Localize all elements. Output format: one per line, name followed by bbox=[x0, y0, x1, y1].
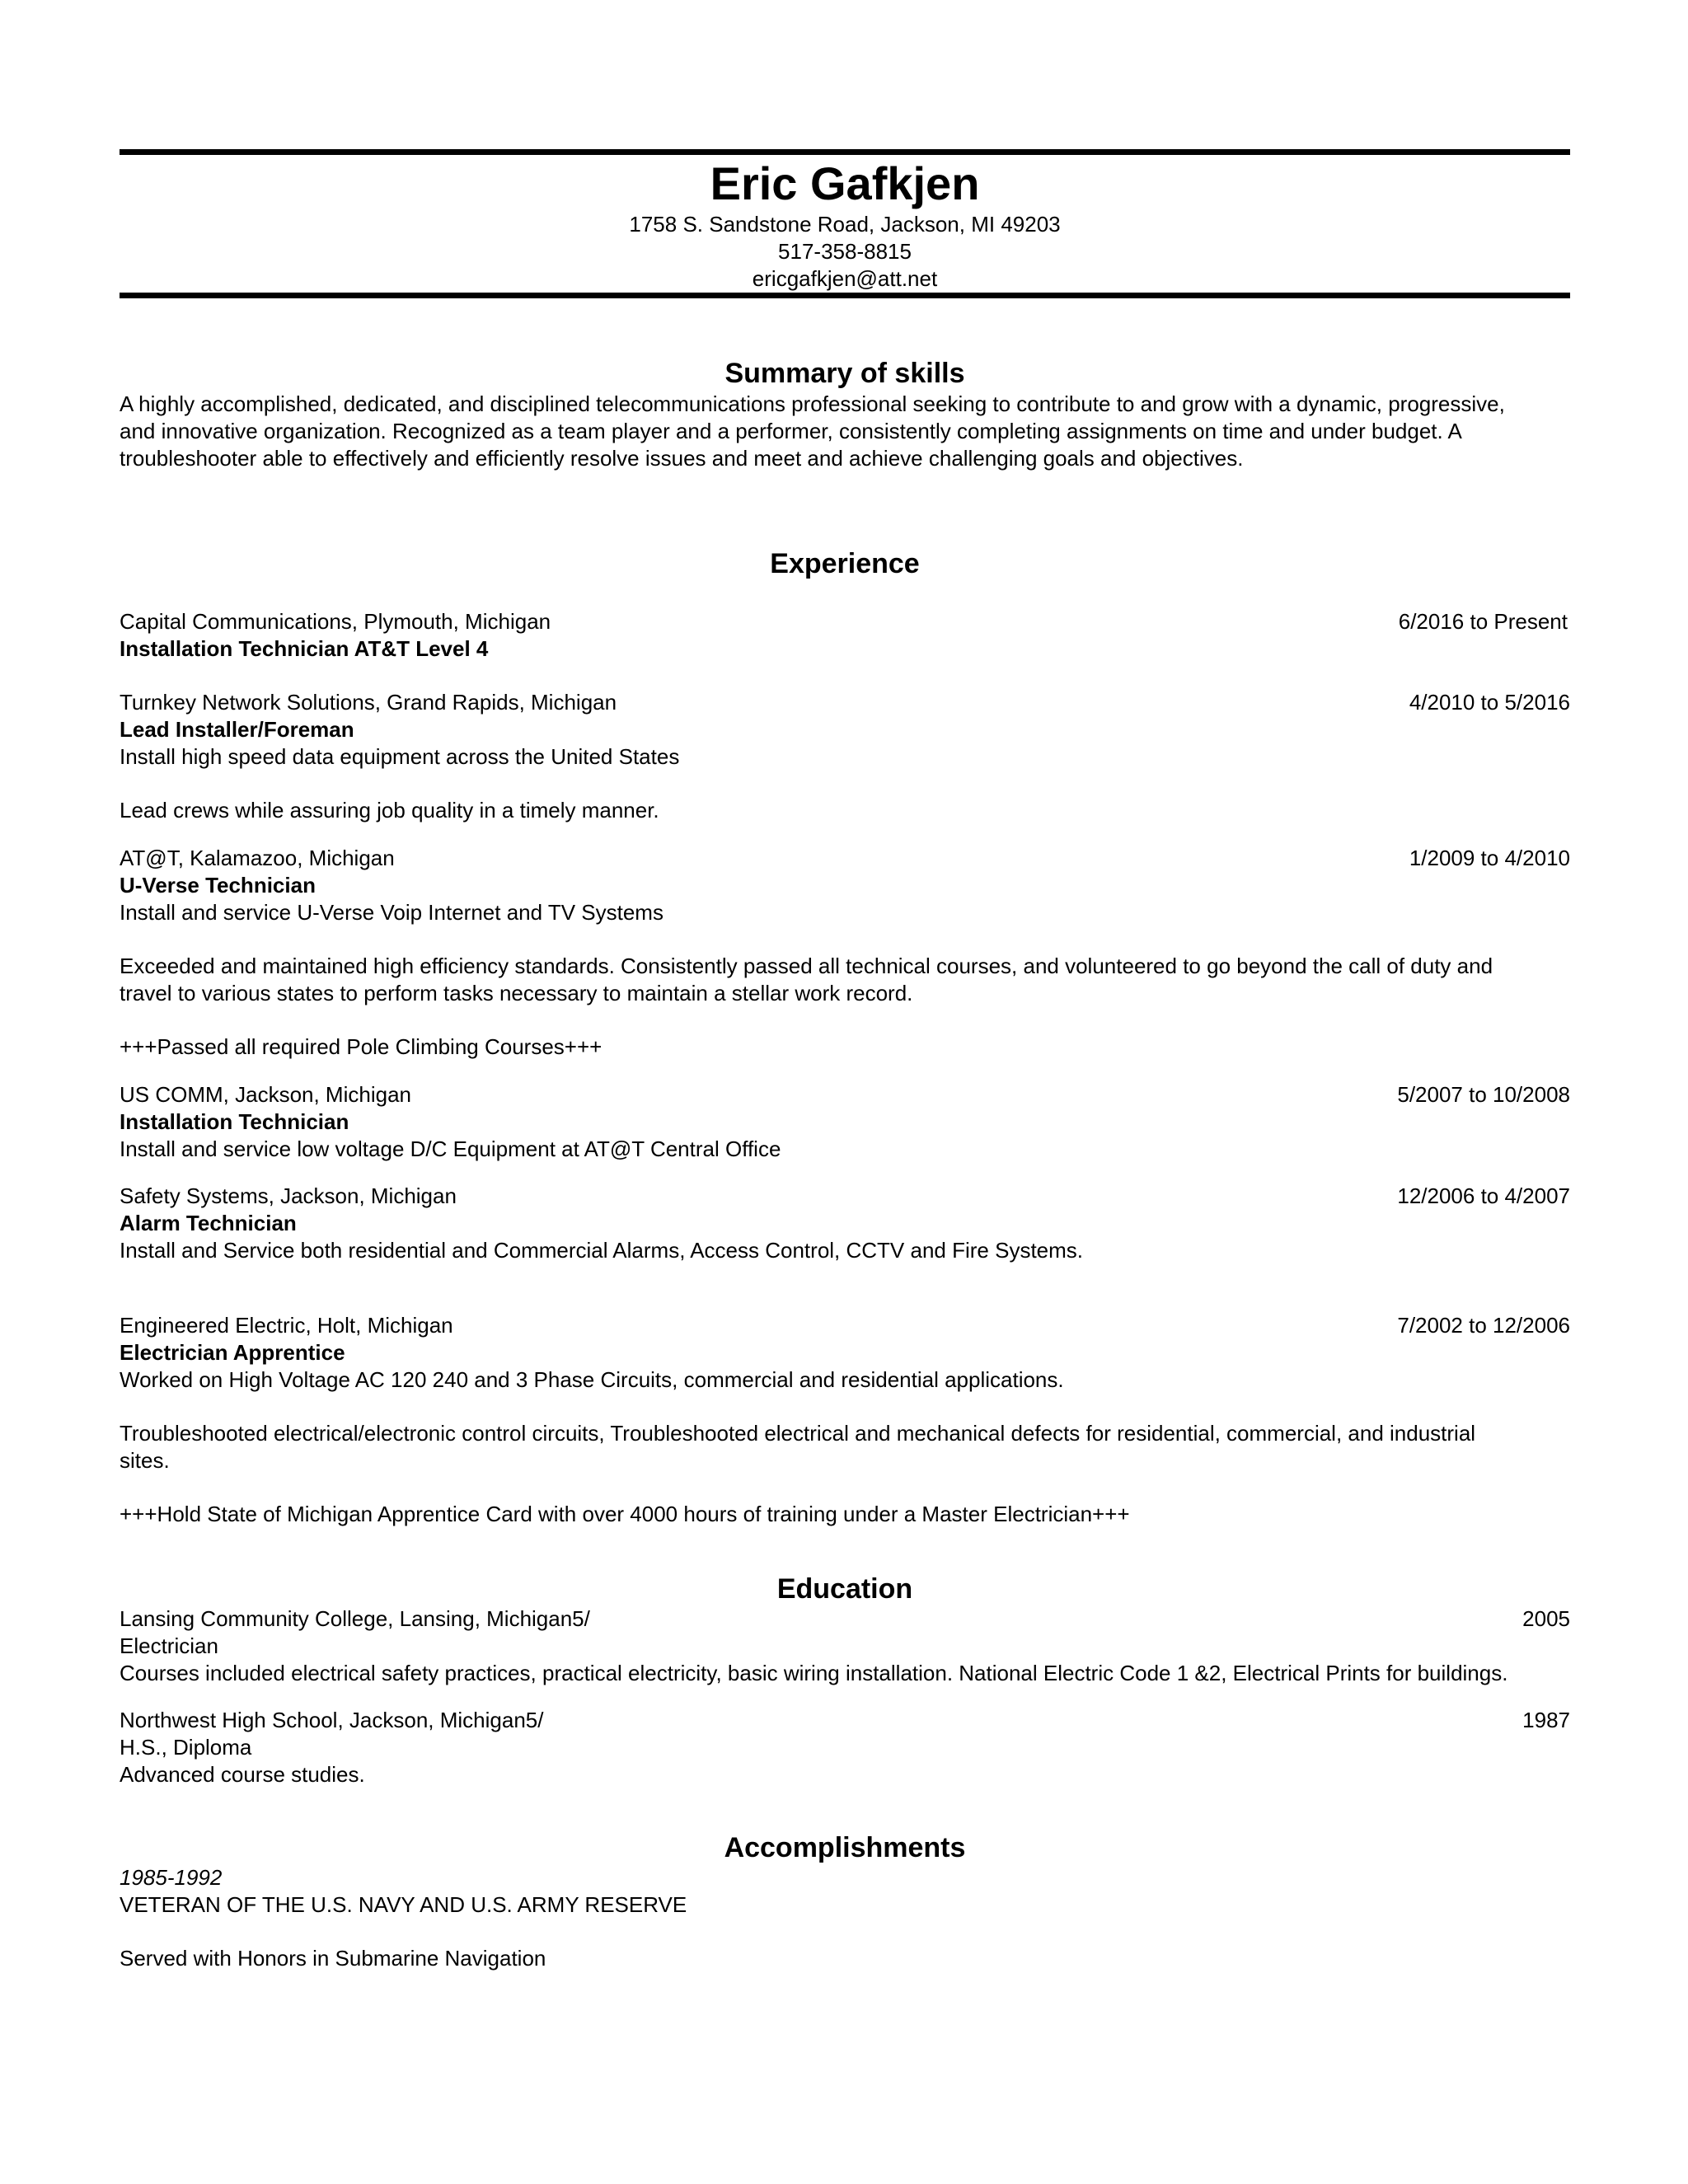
email: ericgafkjen@att.net bbox=[752, 266, 938, 291]
phone: 517-358-8815 bbox=[778, 239, 912, 264]
job-title: Electrician Apprentice bbox=[120, 1340, 345, 1365]
school-year: 2005 bbox=[1522, 1606, 1570, 1631]
header-top-rule bbox=[120, 149, 1570, 155]
job-header bbox=[120, 1081, 1570, 1108]
school-header bbox=[120, 1605, 1570, 1633]
school-program: Electrician bbox=[120, 1633, 218, 1658]
job-dates: 5/2007 to 10/2008 bbox=[1397, 1082, 1570, 1107]
job-header bbox=[120, 689, 1570, 716]
candidate-name: Eric Gafkjen bbox=[710, 157, 980, 209]
school-name: Northwest High School, Jackson, Michigan5/ bbox=[120, 1708, 544, 1732]
job-dates: 12/2006 to 4/2007 bbox=[1397, 1183, 1570, 1208]
school-name: Lansing Community College, Lansing, Michigan5/ bbox=[120, 1606, 590, 1631]
job-description: sites. bbox=[120, 1448, 170, 1473]
job-description: Worked on High Voltage AC 120 240 and 3 Phase Circuits, commercial and residential applications. bbox=[120, 1367, 1064, 1392]
job-description: Exceeded and maintained high efficiency standards. Consistently passed all technical courses, and volunteered to go beyond the call of duty and bbox=[120, 954, 1493, 978]
job-employer: Safety Systems, Jackson, Michigan bbox=[120, 1183, 457, 1208]
education-heading: Education bbox=[776, 1573, 913, 1605]
job-note: +++Hold State of Michigan Apprentice Card with over 4000 hours of training under a Master Electrician+++ bbox=[120, 1502, 1130, 1526]
job-employer: AT@T, Kalamazoo, Michigan bbox=[120, 846, 395, 870]
job-note: +++Passed all required Pole Climbing Courses+++ bbox=[120, 1034, 603, 1059]
school-program: H.S., Diploma bbox=[120, 1735, 252, 1760]
job-description: Lead crews while assuring job quality in a timely manner. bbox=[120, 798, 659, 823]
job-title: Installation Technician bbox=[120, 1109, 349, 1134]
accomplishment-years: 1985-1992 bbox=[120, 1865, 223, 1890]
summary-line: A highly accomplished, dedicated, and disciplined telecommunications professional seeking to contribute to and grow with a dynamic, progressive, bbox=[120, 391, 1505, 416]
address: 1758 S. Sandstone Road, Jackson, MI 49203 bbox=[629, 212, 1061, 237]
job-dates: 6/2016 to Present bbox=[1398, 609, 1568, 634]
job-dates: 7/2002 to 12/2006 bbox=[1397, 1313, 1570, 1338]
job-header bbox=[120, 608, 1570, 635]
job-header bbox=[120, 1183, 1570, 1210]
job-description: travel to various states to perform tasks necessary to maintain a stellar work record. bbox=[120, 981, 913, 1005]
summary-heading: Summary of skills bbox=[724, 358, 965, 389]
school-header bbox=[120, 1707, 1570, 1734]
job-employer: US COMM, Jackson, Michigan bbox=[120, 1082, 411, 1107]
school-year: 1987 bbox=[1522, 1708, 1570, 1732]
school-description: Advanced course studies. bbox=[120, 1762, 365, 1787]
job-title: Installation Technician AT&T Level 4 bbox=[120, 636, 489, 661]
summary-line: troubleshooter able to effectively and efficiently resolve issues and meet and achieve challenging goals and objectives. bbox=[120, 446, 1244, 471]
job-employer: Turnkey Network Solutions, Grand Rapids, Michigan bbox=[120, 690, 617, 715]
job-header bbox=[120, 845, 1570, 872]
school-description: Courses included electrical safety practices, practical electricity, basic wiring installation. National Electric Code 1 &2, Electrical Prints for buildings. bbox=[120, 1661, 1508, 1685]
accomplishment-item: VETERAN OF THE U.S. NAVY AND U.S. ARMY RESERVE bbox=[120, 1892, 687, 1917]
job-description: Install and Service both residential and Commercial Alarms, Access Control, CCTV and Fire Systems. bbox=[120, 1238, 1084, 1263]
job-dates: 4/2010 to 5/2016 bbox=[1409, 690, 1570, 715]
experience-heading: Experience bbox=[770, 548, 920, 579]
job-description: Install high speed data equipment across the United States bbox=[120, 744, 680, 769]
job-title: Alarm Technician bbox=[120, 1211, 297, 1235]
job-description: Troubleshooted electrical/electronic control circuits, Troubleshooted electrical and mechanical defects for residential, commercial, and industrial bbox=[120, 1421, 1476, 1446]
job-title: Lead Installer/Foreman bbox=[120, 717, 354, 742]
accomplishment-item: Served with Honors in Submarine Navigation bbox=[120, 1946, 546, 1971]
job-description: Install and service low voltage D/C Equipment at AT@T Central Office bbox=[120, 1137, 781, 1161]
job-description: Install and service U-Verse Voip Internet and TV Systems bbox=[120, 900, 663, 925]
job-title: U-Verse Technician bbox=[120, 873, 316, 898]
job-employer: Capital Communications, Plymouth, Michigan bbox=[120, 609, 551, 634]
accomplishments-heading: Accomplishments bbox=[724, 1832, 966, 1863]
header-bottom-rule bbox=[120, 293, 1570, 298]
job-header bbox=[120, 1312, 1570, 1339]
summary-line: and innovative organization. Recognized as a team player and a performer, consistently completing assignments on time and under budget. A bbox=[120, 419, 1462, 443]
job-employer: Engineered Electric, Holt, Michigan bbox=[120, 1313, 453, 1338]
job-dates: 1/2009 to 4/2010 bbox=[1409, 846, 1570, 870]
